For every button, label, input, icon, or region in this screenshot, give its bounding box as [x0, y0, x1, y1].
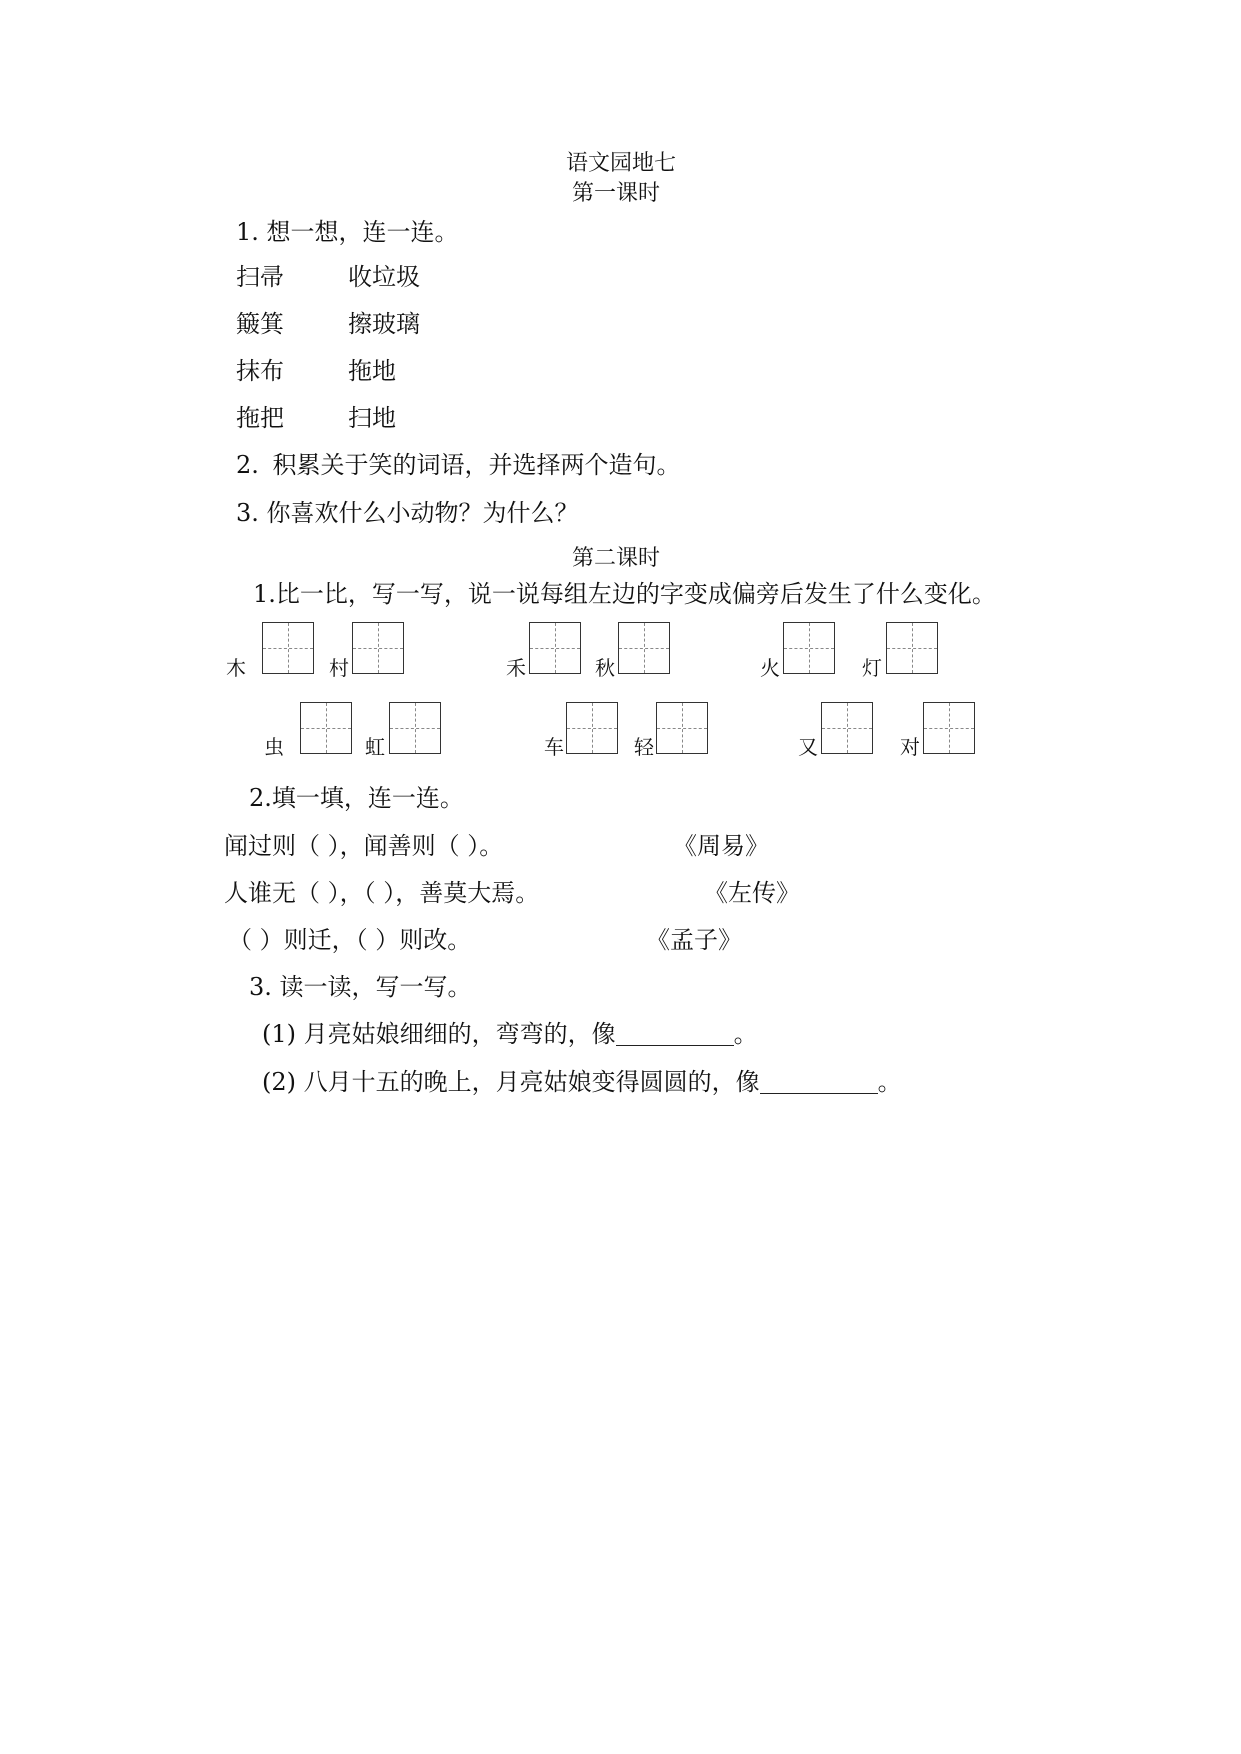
char-label: 灯 [862, 656, 882, 680]
char-label: 木 [226, 656, 246, 680]
question-text: 积累关于笑的词语，并选择两个造句。 [272, 451, 681, 479]
question-number: 1. [253, 580, 276, 608]
answer-blank[interactable] [616, 1023, 734, 1046]
item-text: 八月十五的晚上，月亮姑娘变得圆圆的，像 [303, 1068, 760, 1096]
writing-grid[interactable] [783, 622, 835, 674]
question-number: 1. [236, 218, 259, 246]
question-3 [236, 501, 579, 525]
char-label: 车 [544, 735, 564, 759]
question-number: 2. [249, 784, 272, 812]
pair-right-4: 扫地 [348, 404, 396, 432]
write-item-2 [262, 1070, 902, 1094]
char-label: 火 [760, 656, 780, 680]
writing-grid[interactable] [923, 702, 975, 754]
item-text: 月亮姑娘细细的，弯弯的，像 [303, 1020, 616, 1048]
write-item-1 [262, 1022, 758, 1046]
char-label: 又 [798, 735, 818, 759]
question-text: 填一填，连一连。 [271, 784, 464, 812]
char-label: 虹 [365, 735, 385, 759]
writing-grid[interactable] [886, 622, 938, 674]
pair-right-1: 收垃圾 [348, 263, 420, 291]
question-text: 读一读，写一写。 [279, 973, 472, 1001]
writing-grid[interactable] [566, 702, 618, 754]
page-title: 语文园地七 [566, 151, 677, 176]
writing-grid[interactable] [529, 622, 581, 674]
question-text: 你喜欢什么小动物？为什么？ [266, 499, 579, 527]
fill-source-1: 《周易》 [673, 832, 769, 860]
question-number: 2. [236, 451, 259, 479]
item-number: (1) [262, 1020, 296, 1048]
char-label: 秋 [595, 656, 615, 680]
char-label: 禾 [506, 656, 526, 680]
fill-line-2: 人谁无（ ），（ ），善莫大焉。 [224, 879, 540, 907]
question-2 [236, 453, 681, 477]
writing-grid[interactable] [656, 702, 708, 754]
item-end: 。 [877, 1068, 902, 1096]
question-text: 想一想，连一连。 [266, 218, 459, 246]
question-1 [236, 220, 459, 244]
fill-line-3: （ ）则迁，（ ）则改。 [228, 926, 472, 954]
pair-left-3: 抹布 [236, 357, 284, 385]
lesson1-heading: 第一课时 [572, 181, 661, 206]
pair-right-2: 擦玻璃 [348, 310, 420, 338]
question-text: 比一比，写一写，说一说每组左边的字变成偏旁后发生了什么变化。 [275, 580, 996, 608]
question-1 [253, 582, 996, 606]
pair-left-4: 拖把 [236, 404, 284, 432]
question-number: 3. [249, 973, 272, 1001]
fill-source-3: 《孟子》 [646, 926, 742, 954]
lesson2-heading: 第二课时 [572, 546, 661, 571]
pair-left-2: 簸箕 [236, 310, 284, 338]
pair-left-1: 扫帚 [236, 263, 284, 291]
fill-line-1: 闻过则（ ），闻善则（ ）。 [224, 832, 504, 860]
fill-source-2: 《左传》 [704, 879, 800, 907]
writing-grid[interactable] [352, 622, 404, 674]
question-number: 3. [236, 499, 259, 527]
writing-grid[interactable] [300, 702, 352, 754]
pair-right-3: 拖地 [348, 357, 396, 385]
char-label: 村 [329, 656, 349, 680]
char-label: 对 [900, 735, 920, 759]
item-end: 。 [733, 1020, 758, 1048]
char-label: 轻 [634, 735, 654, 759]
writing-grid[interactable] [618, 622, 670, 674]
item-number: (2) [262, 1068, 296, 1096]
writing-grid[interactable] [389, 702, 441, 754]
question-3 [249, 975, 472, 999]
writing-grid[interactable] [821, 702, 873, 754]
char-label: 虫 [264, 735, 284, 759]
answer-blank[interactable] [760, 1071, 878, 1094]
writing-grid[interactable] [262, 622, 314, 674]
question-2 [249, 786, 464, 810]
